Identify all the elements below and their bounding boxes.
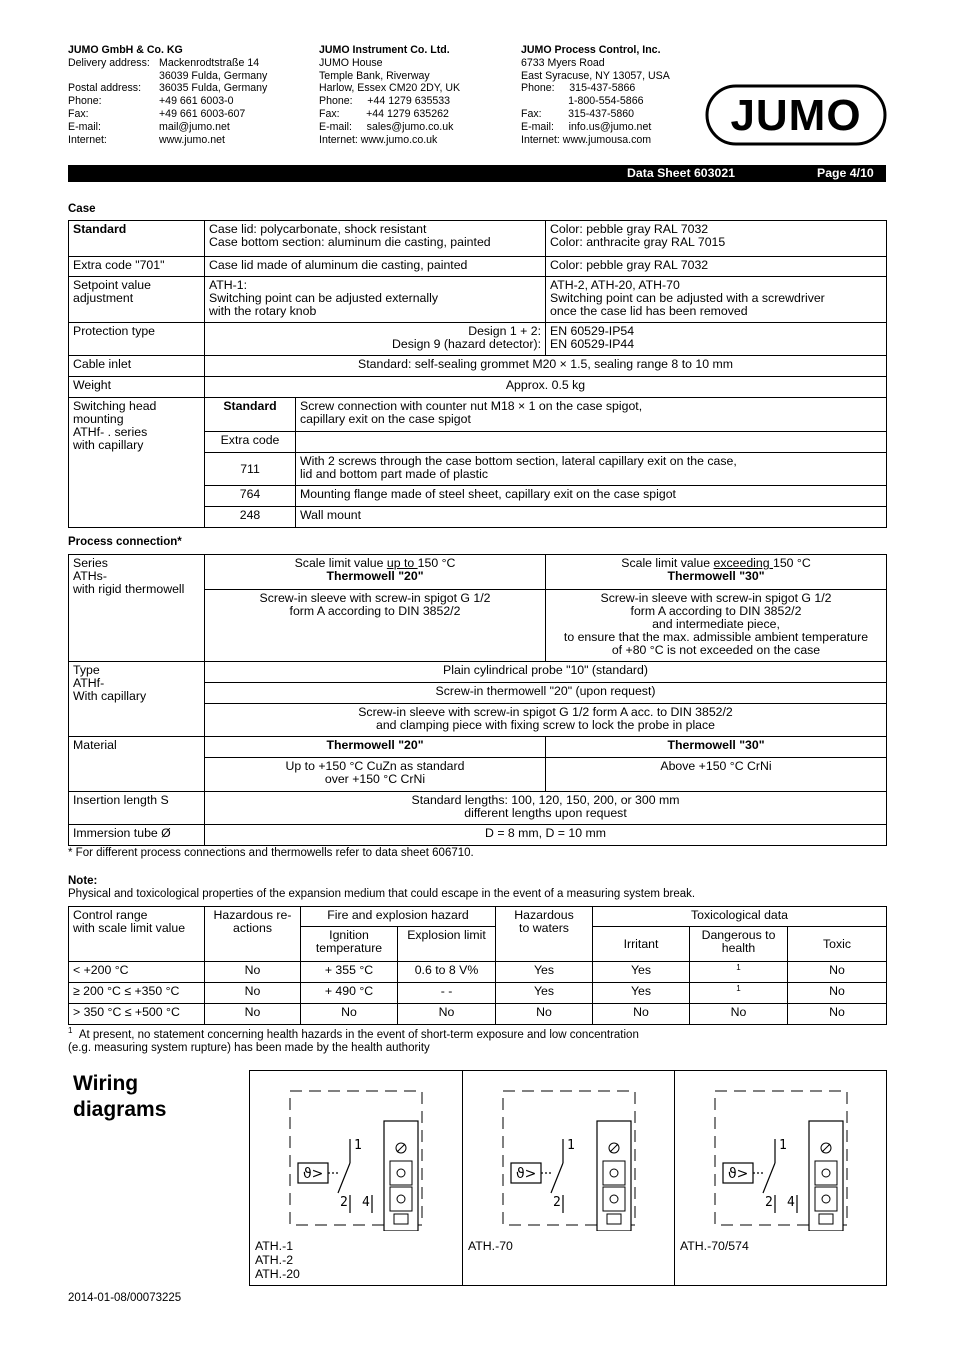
section-title-process: Process connection* bbox=[68, 536, 182, 548]
text: 150 °C bbox=[417, 556, 456, 570]
cell: form A according to DIN 3852/2 bbox=[289, 604, 461, 618]
cell: different lengths upon request bbox=[464, 806, 627, 820]
cell: Mounting flange made of steel sheet, capillary exit on the case spigot bbox=[296, 486, 887, 507]
address-line: E-mail: sales@jumo.co.uk bbox=[319, 120, 454, 133]
col-header: Control range bbox=[73, 908, 148, 922]
row-label: mounting bbox=[73, 412, 124, 426]
col-header: Dangerous to bbox=[701, 928, 776, 942]
row-label: with rigid thermowell bbox=[73, 582, 185, 596]
table-cell: Yes bbox=[496, 983, 593, 1004]
table-cell: No bbox=[690, 1004, 788, 1025]
cell: D = 8 mm, D = 10 mm bbox=[205, 825, 887, 846]
hazard-table bbox=[68, 906, 887, 1025]
table-cell: No bbox=[593, 1004, 690, 1025]
note-title: Note: bbox=[68, 875, 98, 887]
cell: Case lid: polycarbonate, shock resistant bbox=[209, 222, 427, 236]
table-row bbox=[69, 983, 887, 1004]
cell: Design 1 + 2: bbox=[468, 324, 541, 338]
col-header: temperature bbox=[315, 941, 383, 955]
case-extra-label: Extra code "701" bbox=[69, 257, 205, 277]
table-cell: < +200 °C bbox=[69, 962, 205, 983]
col-header: actions bbox=[233, 921, 272, 935]
company-name: JUMO Instrument Co. Ltd. bbox=[319, 44, 450, 56]
row-label: ATHs- bbox=[73, 569, 107, 583]
address-key: Postal address: bbox=[68, 82, 142, 95]
address-value: 36039 Fulda, Germany bbox=[159, 69, 268, 82]
cell: and intermediate piece, bbox=[652, 617, 780, 631]
cell: Thermowell "20" bbox=[326, 569, 424, 583]
diagram-caption-line: ATH.-70 bbox=[468, 1239, 513, 1253]
row-label: Insertion length S bbox=[69, 792, 205, 825]
company-name: JUMO Process Control, Inc. bbox=[521, 44, 661, 56]
table-cell: Yes bbox=[593, 962, 690, 983]
cell: Case lid made of aluminum die casting, painted bbox=[205, 257, 546, 277]
diagram-caption-line: ATH.-2 bbox=[255, 1253, 294, 1267]
table-cell: - - bbox=[398, 983, 496, 1004]
address-key: Internet: bbox=[68, 133, 107, 146]
cell: ATH-2, ATH-20, ATH-70 bbox=[550, 278, 680, 292]
jumo-logo bbox=[705, 84, 887, 146]
col-header: Irritant bbox=[593, 927, 690, 962]
col-header: Hazardous re- bbox=[213, 908, 292, 922]
table-cell: No bbox=[788, 962, 887, 983]
case-standard-label: Standard bbox=[69, 221, 205, 257]
cell: Screw-in thermowell "20" (upon request) bbox=[205, 683, 887, 704]
cell: Wall mount bbox=[296, 507, 887, 528]
col-header: to waters bbox=[519, 921, 569, 935]
cell: to ensure that the max. admissible ambient temperature bbox=[563, 630, 869, 644]
terminal-block bbox=[597, 1121, 631, 1231]
cell: with the rotary knob bbox=[209, 304, 317, 318]
cell: once the case lid has been removed bbox=[550, 304, 748, 318]
table-cell: No bbox=[205, 962, 301, 983]
text: exceeding bbox=[713, 556, 773, 570]
address-value: +49 661 6003-607 bbox=[159, 107, 246, 120]
cell: Extra code bbox=[205, 432, 296, 453]
address-key: E-mail: bbox=[68, 120, 101, 133]
footnote-text: (e.g. measuring system rupture) has been made by the health authority bbox=[68, 1041, 430, 1054]
text: Scale limit value bbox=[621, 556, 714, 570]
cell: Standard lengths: 100, 120, 150, 200, or 300 mm bbox=[411, 793, 680, 807]
address-key: Phone: bbox=[68, 95, 102, 108]
terminal-label: 1 bbox=[779, 1138, 787, 1153]
thermostat-symbol bbox=[723, 1163, 753, 1183]
page-number: Page 4/10 bbox=[817, 166, 874, 180]
row-label: Weight bbox=[69, 377, 205, 398]
datasheet-number: Data Sheet 603021 bbox=[627, 166, 736, 180]
cell: of +80 °C is not exceeded on the case bbox=[611, 643, 821, 657]
table-cell: No bbox=[205, 1004, 301, 1025]
cell: ATH-1: bbox=[209, 278, 248, 292]
address-key bbox=[68, 70, 159, 83]
wiring-title-line: Wiring bbox=[73, 1072, 139, 1095]
wiring-title bbox=[73, 1071, 166, 1123]
text: Scale limit value bbox=[294, 556, 387, 570]
address-line: JUMO House bbox=[319, 56, 383, 69]
table-cell: ≥ 200 °C ≤ +350 °C bbox=[69, 983, 205, 1004]
footnote-text: At present, no statement concerning health hazards in the event of short-term exposure and low concentration bbox=[78, 1028, 639, 1041]
address-line: Harlow, Essex CM20 2DY, UK bbox=[319, 82, 461, 95]
text: 150 °C bbox=[773, 556, 811, 570]
row-label: Cable inlet bbox=[69, 356, 205, 377]
table-row bbox=[69, 1004, 887, 1025]
cell: Thermowell "30" bbox=[546, 737, 887, 758]
address-line: East Syracuse, NY 13057, USA bbox=[521, 69, 670, 82]
cell: Color: pebble gray RAL 7032 bbox=[550, 222, 709, 236]
col-header: Toxicological data bbox=[593, 907, 887, 927]
thermostat-symbol bbox=[511, 1163, 541, 1183]
cell: Plain cylindrical probe "10" (standard) bbox=[205, 662, 887, 683]
row-label: Series bbox=[73, 556, 108, 570]
cell: form A according to DIN 3852/2 bbox=[630, 604, 802, 618]
svg-text:ϑ>: ϑ> bbox=[303, 1166, 324, 1182]
table-cell: Yes bbox=[593, 983, 690, 1004]
row-label: Setpoint value bbox=[73, 278, 151, 292]
cell: EN 60529-IP54 bbox=[550, 324, 635, 338]
address-line: Internet: www.jumo.co.uk bbox=[319, 133, 438, 146]
cell: Screw-in sleeve with screw-in spigot G 1/2 bbox=[600, 591, 832, 605]
cell: Thermowell "30" bbox=[667, 569, 765, 583]
terminal-label: 2 bbox=[340, 1195, 348, 1210]
table-cell: + 355 °C bbox=[301, 962, 398, 983]
address-usa bbox=[521, 44, 670, 146]
table-cell: Yes bbox=[496, 962, 593, 983]
terminal-label: 2 bbox=[553, 1195, 561, 1210]
case-table bbox=[68, 220, 887, 528]
svg-text:ϑ>: ϑ> bbox=[516, 1166, 537, 1182]
diagram-caption-line: ATH.-70/574 bbox=[680, 1239, 749, 1253]
diagram-caption bbox=[680, 1239, 749, 1253]
col-header: Explosion limit bbox=[398, 927, 496, 962]
address-line: Fax: 315-437-5860 bbox=[521, 107, 635, 120]
address-line: 6733 Myers Road bbox=[521, 56, 605, 69]
wiring-diagram-ath-70 bbox=[463, 1071, 675, 1285]
table-cell: No bbox=[788, 1004, 887, 1025]
table-cell: No bbox=[398, 1004, 496, 1025]
text: up to bbox=[386, 556, 418, 570]
address-key: Fax: bbox=[68, 107, 89, 120]
thermostat-symbol bbox=[298, 1163, 328, 1183]
col-header: Ignition bbox=[329, 928, 369, 942]
wiring-title-line: diagrams bbox=[73, 1098, 167, 1121]
diagram-caption bbox=[255, 1239, 300, 1281]
address-value: +49 661 6003-0 bbox=[159, 95, 234, 108]
cell: Switching point can be adjusted externally bbox=[209, 291, 438, 305]
cell: over +150 °C CrNi bbox=[324, 772, 426, 786]
table-cell: No bbox=[205, 983, 301, 1004]
address-line: Fax: +44 1279 635262 bbox=[319, 107, 449, 120]
process-footnote: * For different process connections and thermowells refer to data sheet 606710. bbox=[68, 847, 474, 859]
table-cell: + 490 °C bbox=[301, 983, 398, 1004]
svg-text:ϑ>: ϑ> bbox=[728, 1166, 749, 1182]
hazard-footnote bbox=[68, 1024, 639, 1055]
address-value: Mackenrodtstraße 14 bbox=[159, 56, 260, 69]
col-header: Hazardous bbox=[514, 908, 574, 922]
cell: Approx. 0.5 kg bbox=[205, 377, 887, 398]
note-text: Physical and toxicological properties of the expansion medium that could escape in the event of a measuring system break. bbox=[68, 888, 696, 900]
process-table bbox=[68, 554, 887, 846]
cell: 764 bbox=[205, 486, 296, 507]
col-header: Toxic bbox=[788, 927, 887, 962]
diagram-caption-line: ATH.-1 bbox=[255, 1239, 294, 1253]
cell: Screw connection with counter nut M18 × 1 on the case spigot, bbox=[300, 399, 643, 413]
row-label: with capillary bbox=[73, 438, 144, 452]
row-label: Switching head bbox=[73, 399, 157, 413]
address-line: 1-800-554-5866 bbox=[521, 95, 644, 108]
col-header: with scale limit value bbox=[73, 921, 186, 935]
address-row bbox=[68, 82, 267, 95]
cell: Screw-in sleeve with screw-in spigot G 1/2 bbox=[259, 591, 491, 605]
cell: Design 9 (hazard detector): bbox=[391, 337, 541, 351]
address-line: Phone: 315-437-5866 bbox=[521, 82, 636, 95]
address-value: 36035 Fulda, Germany bbox=[159, 82, 268, 95]
logo-text: JUMO bbox=[730, 91, 862, 140]
row-label: ATHf- . series bbox=[73, 425, 148, 439]
terminal-label: 4 bbox=[787, 1195, 795, 1210]
address-uk bbox=[319, 44, 460, 146]
address-row bbox=[68, 108, 267, 121]
address-line: Temple Bank, Riverway bbox=[319, 69, 430, 82]
cell: 711 bbox=[205, 453, 296, 486]
row-label: With capillary bbox=[73, 689, 147, 703]
col-header: health bbox=[721, 941, 756, 955]
terminal-block bbox=[809, 1121, 843, 1231]
table-cell: No bbox=[301, 1004, 398, 1025]
diagram-caption-line: ATH.-20 bbox=[255, 1267, 300, 1281]
datasheet-bar bbox=[68, 165, 886, 182]
cell: Switching point can be adjusted with a screwdriver bbox=[550, 291, 825, 305]
row-label: Immersion tube Ø bbox=[69, 825, 205, 846]
table-row bbox=[69, 962, 887, 983]
terminal-label: 4 bbox=[362, 1195, 370, 1210]
switch-schematic bbox=[250, 1071, 461, 1231]
diagram-caption bbox=[468, 1239, 513, 1253]
section-title-case: Case bbox=[68, 203, 96, 215]
address-row bbox=[68, 95, 267, 108]
terminal-label: 1 bbox=[354, 1138, 362, 1153]
address-row bbox=[68, 121, 267, 134]
table-cell bbox=[690, 983, 788, 1004]
cell: 248 bbox=[205, 507, 296, 528]
footnote-mark: 1 bbox=[68, 1026, 73, 1035]
cell: Screw-in sleeve with screw-in spigot G 1/2 form A acc. to DIN 3852/2 bbox=[358, 705, 733, 719]
switch-schematic bbox=[675, 1071, 886, 1231]
company-name: JUMO GmbH & Co. KG bbox=[68, 44, 183, 56]
terminal-label: 2 bbox=[765, 1195, 773, 1210]
terminal-label: 1 bbox=[567, 1138, 575, 1153]
terminal-block bbox=[384, 1121, 418, 1231]
table-cell: 0.6 to 8 V% bbox=[398, 962, 496, 983]
cell: capillary exit on the case spigot bbox=[300, 412, 471, 426]
row-label: ATHf- bbox=[73, 676, 105, 690]
table-cell: No bbox=[496, 1004, 593, 1025]
cell: Thermowell "20" bbox=[205, 737, 546, 758]
address-value: www.jumo.net bbox=[159, 133, 225, 146]
address-value: mail@jumo.net bbox=[159, 120, 230, 133]
address-germany bbox=[68, 44, 267, 146]
document-id: 2014-01-08/00073225 bbox=[68, 1292, 182, 1304]
address-row bbox=[68, 70, 267, 83]
cell: Color: pebble gray RAL 7032 bbox=[546, 257, 887, 277]
address-row bbox=[68, 134, 267, 147]
cell: Standard: self-sealing grommet M20 × 1.5, sealing range 8 to 10 mm bbox=[205, 356, 887, 377]
address-line: Internet: www.jumousa.com bbox=[521, 133, 652, 146]
cell: and clamping piece with fixing screw to lock the probe in place bbox=[375, 718, 716, 732]
cell: Case bottom section: aluminum die casting, painted bbox=[209, 235, 491, 249]
row-label: Type bbox=[73, 663, 100, 677]
row-label: Protection type bbox=[69, 323, 205, 356]
cell: Color: anthracite gray RAL 7015 bbox=[550, 235, 726, 249]
row-label: adjustment bbox=[73, 291, 134, 305]
cell: Standard bbox=[205, 398, 296, 432]
switch-schematic bbox=[463, 1071, 674, 1231]
row-label: Material bbox=[69, 737, 205, 792]
table-cell: No bbox=[788, 983, 887, 1004]
address-line: Phone: +44 1279 635533 bbox=[319, 95, 451, 108]
wiring-diagram-ath-70-574 bbox=[675, 1071, 886, 1285]
wiring-diagram-ath-1 bbox=[250, 1071, 463, 1285]
footnote-ref: 1 bbox=[736, 963, 741, 972]
address-row bbox=[68, 57, 267, 70]
col-header: Fire and explosion hazard bbox=[301, 907, 496, 927]
cell: Up to +150 °C CuZn as standard bbox=[285, 759, 465, 773]
address-line: E-mail: info.us@jumo.net bbox=[521, 120, 652, 133]
cell: With 2 screws through the case bottom section, lateral capillary exit on the case, bbox=[300, 454, 737, 468]
cell: Above +150 °C CrNi bbox=[546, 758, 887, 792]
cell bbox=[296, 432, 887, 453]
footnote-ref: 1 bbox=[736, 984, 741, 993]
cell: lid and bottom part made of plastic bbox=[300, 467, 488, 481]
wiring-diagrams-box bbox=[249, 1070, 887, 1286]
address-key: Delivery address: bbox=[68, 56, 150, 69]
table-cell: > 350 °C ≤ +500 °C bbox=[69, 1004, 205, 1025]
table-cell bbox=[690, 962, 788, 983]
cell: EN 60529-IP44 bbox=[550, 337, 635, 351]
